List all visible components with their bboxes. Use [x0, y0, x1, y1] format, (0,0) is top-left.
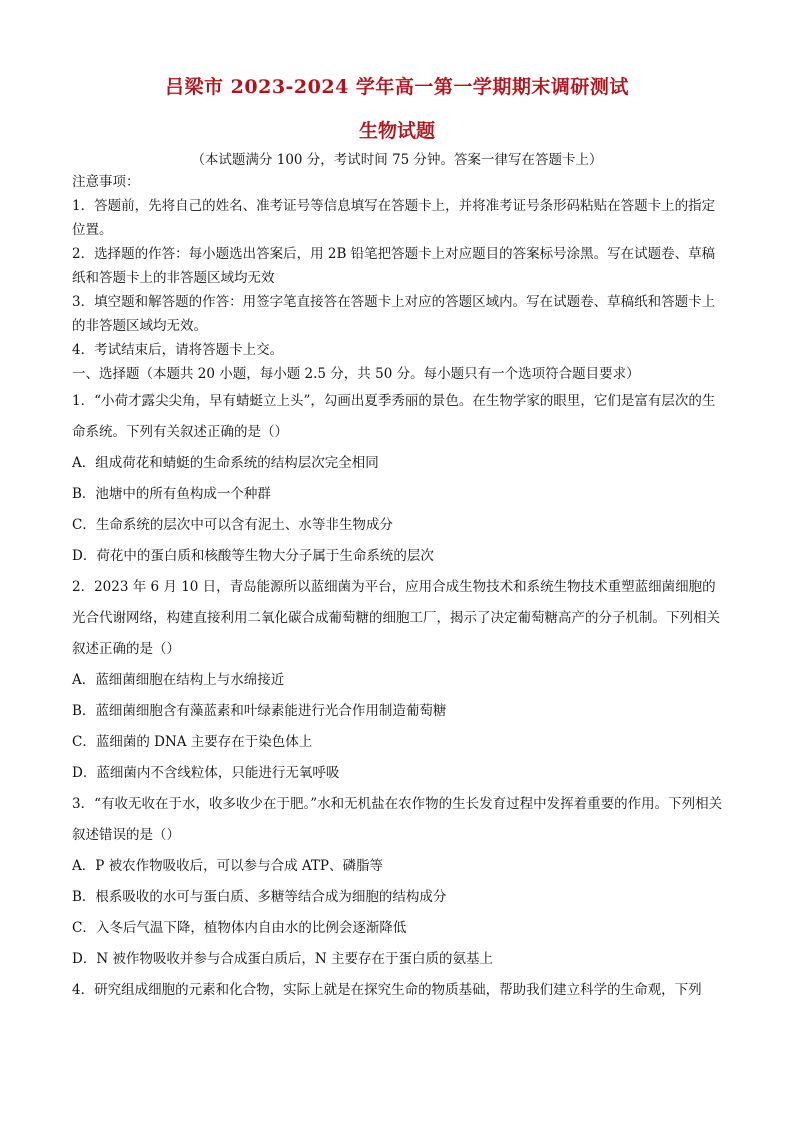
- question-stem: 2．2023 年 6 月 10 日，青岛能源所以蓝细菌为平台，应用合成生物技术和系统生物技术重塑蓝细菌细胞的光合代谢网络，构建直接利用二氧化碳合成葡萄糖的细胞工厂，揭示了决定葡萄糖高产的分子机制。下列相关叙述正确的是（）: [72, 579, 720, 657]
- subject-title: 生物试题: [358, 120, 435, 142]
- question-option: B．池塘中的所有鱼构成一个种群: [72, 486, 271, 502]
- question-option: A．组成荷花和蜻蜓的生命系统的结构层次完全相同: [72, 455, 379, 471]
- instruction-item: 1．答题前，先将自己的姓名、准考证号等信息填写在答题卡上，并将准考证号条形码粘贴在答题卡上的指定位置。: [72, 198, 716, 238]
- question-option: C．入冬后气温下降，植物体内自由水的比例会逐渐降低: [72, 920, 407, 936]
- question-option: C．生命系统的层次中可以含有泥土、水等非生物成分: [72, 517, 393, 533]
- question-stem: 3．“有收无收在于水，收多收少在于肥。”水和无机盐在农作物的生长发育过程中发挥着重要的作用。下列相关叙述错误的是（）: [72, 796, 723, 843]
- question-option: B．根系吸收的水可与蛋白质、多糖等结合成为细胞的结构成分: [72, 889, 447, 905]
- exam-body: [72, 170, 726, 1006]
- instruction-item: 2．选择题的作答：每小题选出答案后，用 2B 铅笔把答题卡上对应题目的答案标号涂黑。写在试题卷、草稿纸和答题卡上的非答题区域均无效: [72, 246, 716, 286]
- question-stem: 1．“小荷才露尖尖角，早有蜻蜓立上头”，勾画出夏季秀丽的景色。在生物学家的眼里，它们是富有层次的生命系统。下列有关叙述正确的是（）: [72, 393, 716, 440]
- instructions-heading: 注意事项：: [72, 174, 140, 190]
- question-option: D．荷花中的蛋白质和核酸等生物大分子属于生命系统的层次: [72, 548, 434, 564]
- section-heading: 一、选择题（本题共 20 小题，每小题 2.5 分，共 50 分。每小题只有一个选项符合题目要求）: [72, 366, 640, 382]
- exam-title: 吕梁市 2023-2024 学年高一第一学期期末调研测试: [165, 76, 629, 98]
- exam-note: （本试题满分 100 分，考试时间 75 分钟。答案一律写在答题卡上）: [191, 152, 603, 168]
- instruction-item: 4．考试结束后，请将答题卡上交。: [72, 342, 284, 358]
- instruction-item: 3．填空题和解答题的作答：用签字笔直接答在答题卡上对应的答题区域内。写在试题卷、草稿纸和答题卡上的非答题区域均无效。: [72, 294, 716, 334]
- question-option: B．蓝细菌细胞含有藻蓝素和叶绿素能进行光合作用制造葡萄糖: [72, 703, 447, 719]
- question-option: D．蓝细菌内不含线粒体，只能进行无氧呼吸: [72, 765, 340, 781]
- question-option: C．蓝细菌的 DNA 主要存在于染色体上: [72, 734, 313, 750]
- question-stem: 4．研究组成细胞的元素和化合物，实际上就是在探究生命的物质基础，帮助我们建立科学的生命观，下列: [72, 982, 702, 998]
- question-option: A．蓝细菌细胞在结构上与水绵接近: [72, 672, 285, 688]
- question-option: A．P 被农作物吸收后，可以参与合成 ATP、磷脂等: [72, 858, 384, 874]
- question-option: D．N 被作物吸收并参与合成蛋白质后，N 主要存在于蛋白质的氨基上: [72, 951, 494, 967]
